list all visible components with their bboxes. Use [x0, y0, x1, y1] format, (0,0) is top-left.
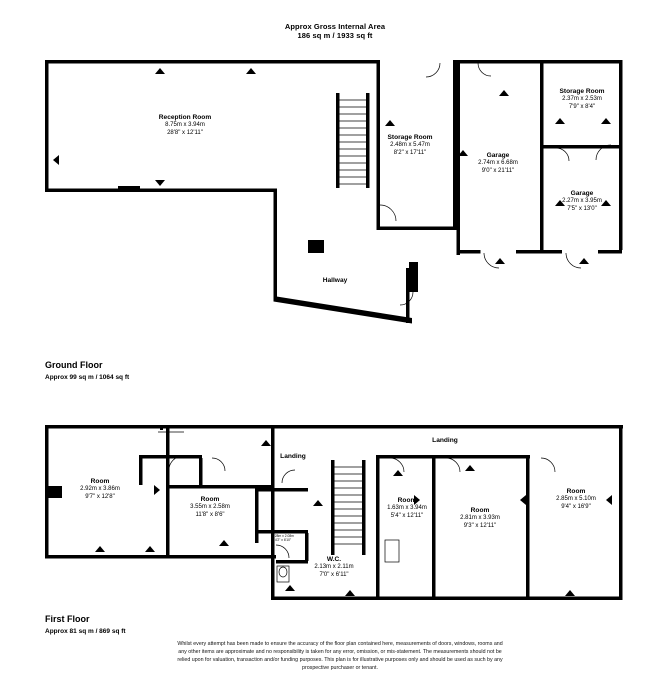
- disclaimer-line-3: relied upon for valuation, transaction and/or funding purposes. This plan is for illustrative purposes only and should be used as such by any: [177, 657, 503, 663]
- room-label-first-room-4: Room 2.81m x 3.93m 9'3" x 12'11": [460, 507, 500, 529]
- landing-label-right: Landing: [432, 437, 458, 444]
- landing-label-left: Landing: [280, 453, 306, 460]
- ground-floor-subtitle: Approx 99 sq m / 1064 sq ft: [45, 374, 130, 381]
- ground-floor-title: Ground Floor: [45, 360, 103, 370]
- room-label-reception-room: Reception Room 8.75m x 3.94m 28'8" x 12'11": [158, 114, 212, 136]
- room-label-storage-room-ground: Storage Room 2.48m x 5.47m 8'2" x 17'11": [387, 134, 433, 156]
- room-label-first-room-5: Room 2.85m x 5.10m 9'4" x 16'9": [556, 488, 596, 510]
- plan-title-line1: Approx Gross Internal Area: [284, 22, 386, 31]
- room-label-garage-small: Garage 2.27m x 3.95m 7'5" x 13'0": [562, 190, 602, 212]
- room-label-storage-room-upper-right: Storage Room 2.37m x 2.53m 7'9" x 8'4": [559, 88, 605, 110]
- room-label-garage-large: Garage 2.74m x 6.68m 9'0" x 21'11": [478, 152, 518, 174]
- disclaimer-line-2: any other items are approximate and no responsibility is taken for any error, omission, or mis-statement. The measurements should not be: [178, 649, 502, 655]
- room-label-first-room-3: Room 1.63m x 3.94m 5'4" x 12'11": [387, 497, 427, 519]
- room-label-wc-small: W.C. 1.28m x 2.08m 4'2" x 6'10": [272, 530, 294, 542]
- disclaimer-line-1: Whilst every attempt has been made to ensure the accuracy of the floor plan contained here, measurements of doors, windows, rooms and: [177, 641, 503, 647]
- room-label-first-room-1: Room 2.92m x 3.86m 9'7" x 12'8": [80, 478, 120, 500]
- first-floor-title: First Floor: [45, 614, 90, 624]
- disclaimer-line-4: prospective purchaser or tenant.: [302, 665, 378, 671]
- room-label-first-room-2: Room 3.55m x 2.58m 11'8" x 8'6": [190, 496, 230, 518]
- plan-title-line2: 186 sq m / 1933 sq ft: [297, 31, 373, 40]
- first-floor-subtitle: Approx 81 sq m / 869 sq ft: [45, 628, 126, 635]
- room-label-wc-main: W.C. 2.13m x 2.11m 7'0" x 6'11": [314, 556, 354, 578]
- room-label-hallway: Hallway: [322, 277, 348, 284]
